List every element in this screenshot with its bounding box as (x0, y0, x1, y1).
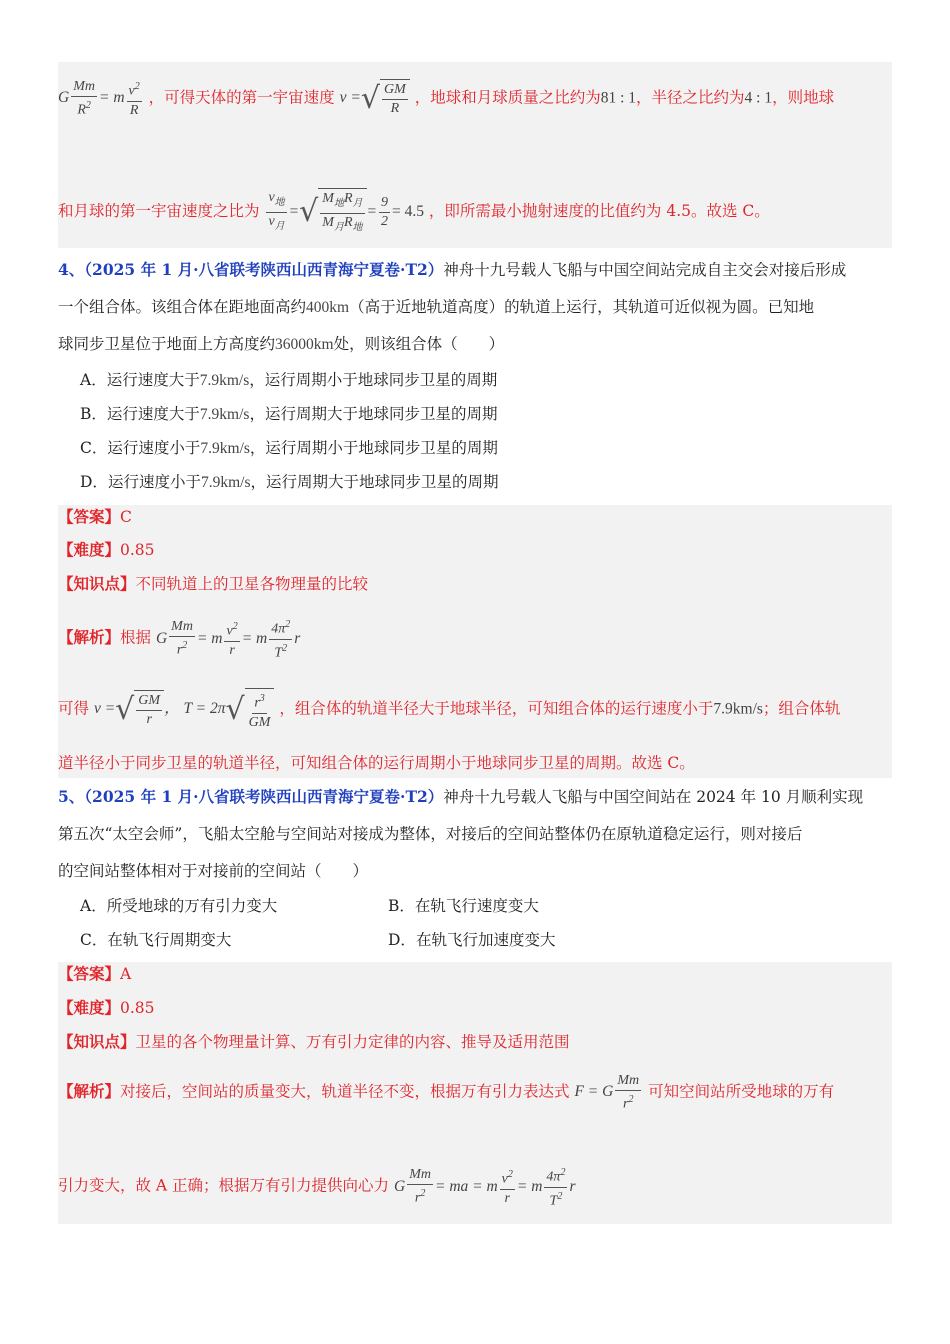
q4-analysis-line-2: 可得 v = √ $\frac{GM}{r}$ ， T = 2π √ $\frac{r^3}{GM}$ ，组合体的轨道半径大于地球半径，可知组合体的运行速度小于7.9km/s；组合体轨 (58, 688, 840, 732)
formula-centripetal: G $\frac{Mm}{r^2}$ = m $\frac{v^2}{r}$ = m $\frac{4\pi^2}{T^2}$ r (156, 630, 300, 647)
formula-gravity-eq: G $\frac{Mm}{R^2}$ = m $\frac{v^2}{R}$ (58, 79, 140, 118)
q5-stem-line-1: 5、（2025 年 1 月·八省联考陕西山西青海宁夏卷·T2）神舟十九号载人飞船与中国空间站在 2024 年 10 月顺利实现 (58, 787, 864, 806)
formula-v-and-t: v = √ $\frac{GM}{r}$ ， T = 2π √ $\frac{r^3}{GM}$ (94, 700, 274, 717)
mass-ratio: 81 : 1 (600, 89, 637, 107)
formula-gravitation: F = G $\frac{Mm}{r^2}$ (574, 1073, 640, 1112)
top-line-2 (58, 188, 770, 237)
top-text-3: ，半径之比约为 (636, 88, 745, 107)
q4-stem-line-1 (58, 259, 846, 281)
q5-answer: 【答案】A (58, 964, 132, 983)
q5-option-b[interactable]: B．在轨飞行速度变大 (388, 897, 539, 915)
q5-option-d[interactable]: D．在轨飞行加速度变大 (388, 931, 556, 949)
top-text-4: ，则地球 (772, 88, 835, 107)
top-text-1: ，可得天体的第一宇宙速度 (148, 88, 335, 107)
q4-stem-1: 神舟十九号载人飞船与中国空间站完成自主交会对接后形成 (443, 261, 847, 279)
top-line-1 (58, 78, 834, 120)
speed-ratio-value: = 4.5 (391, 202, 424, 220)
top-text-2: ，地球和月球质量之比约为 (414, 88, 601, 107)
q4-analysis-line-1: 【解析】根据 G $\frac{Mm}{r^2}$ = m $\frac{v^2}{r}$ = m $\frac{4\pi^2}{T^2}$ r (58, 616, 300, 662)
q5-stem-line-2: 第五次“太空会师”，飞船太空舱与空间站对接成为整体，对接后的空间站整体仍在原轨道稳定运行，则对接后 (58, 825, 803, 843)
q4-option-a[interactable]: A．运行速度大于7.9km/s，运行周期小于地球同步卫星的周期 (80, 371, 498, 389)
q4-difficulty: 【难度】0.85 (58, 540, 155, 559)
top-text-6: ，即所需最小抛射速度的比值约为 4.5。故选 C。 (428, 201, 770, 220)
formula-centripetal-2: G $\frac{Mm}{r^2}$ = ma = m $\frac{v^2}{r}$ = m $\frac{4\pi^2}{T^2}$ r (394, 1178, 575, 1195)
formula-first-cosmic-speed: v = √ $\frac{GM}{R}$ (340, 89, 410, 106)
q4-altitude: 400km (306, 299, 350, 316)
q4-sync-altitude: 36000km (275, 336, 334, 353)
q4-number: 4、 (58, 260, 85, 279)
q5-source: （2025 年 1 月·八省联考陕西山西青海宁夏卷·T2） (84, 787, 444, 806)
q5-difficulty: 【难度】0.85 (58, 998, 155, 1017)
q4-knowledge: 【知识点】不同轨道上的卫星各物理量的比较 (58, 574, 369, 593)
q4-answer: 【答案】C (58, 507, 132, 526)
q5-stem-line-3: 的空间站整体相对于对接前的空间站（ ） (58, 862, 369, 880)
q5-analysis-line-2: 引力变大，故 A 正确；根据万有引力提供向心力 G $\frac{Mm}{r^2}$ = ma = m $\frac{v^2}{r}$ = m $\frac{4\pi^2}{T^2}$ r (58, 1164, 575, 1210)
q4-option-b[interactable]: B．运行速度大于7.9km/s，运行周期大于地球同步卫星的周期 (80, 405, 498, 423)
q4-option-d[interactable]: D．运行速度小于7.9km/s，运行周期大于地球同步卫星的周期 (80, 473, 499, 491)
q5-option-a[interactable]: A．所受地球的万有引力变大 (80, 897, 278, 915)
q4-analysis-line-3: 道半径小于同步卫星的轨道半径，可知组合体的运行周期小于地球同步卫星的周期。故选 C。 (58, 754, 695, 772)
q4-stem-line-3: 球同步卫星位于地面上方高度约36000km处，则该组合体（ ） (58, 335, 505, 353)
q5-analysis-line-1: 【解析】对接后，空间站的质量变大，轨道半径不变，根据万有引力表达式 F = G $\frac{Mm}{r^2}$ 可知空间站所受地球的万有 (58, 1073, 835, 1112)
formula-speed-ratio: $\frac{v_地}{v_月}$ = √ $\frac{M_地R_月}{M_月R_地}$ = $\frac{9}{2}$ (264, 203, 392, 220)
radius-ratio: 4 : 1 (744, 89, 773, 107)
q5-number: 5、 (58, 787, 85, 806)
q4-option-c[interactable]: C．运行速度小于7.9km/s，运行周期小于地球同步卫星的周期 (80, 439, 498, 457)
q5-option-c[interactable]: C．在轨飞行周期变大 (80, 931, 232, 949)
q4-stem-line-2: 一个组合体。该组合体在距地面高约400km（高于近地轨道高度）的轨道上运行，其轨道可近似视为圆。已知地 (58, 298, 815, 316)
top-text-5: 和月球的第一宇宙速度之比为 (58, 201, 260, 220)
q4-source: （2025 年 1 月·八省联考陕西山西青海宁夏卷·T2） (84, 260, 444, 279)
q5-knowledge: 【知识点】卫星的各个物理量计算、万有引力定律的内容、推导及适用范围 (58, 1032, 570, 1051)
